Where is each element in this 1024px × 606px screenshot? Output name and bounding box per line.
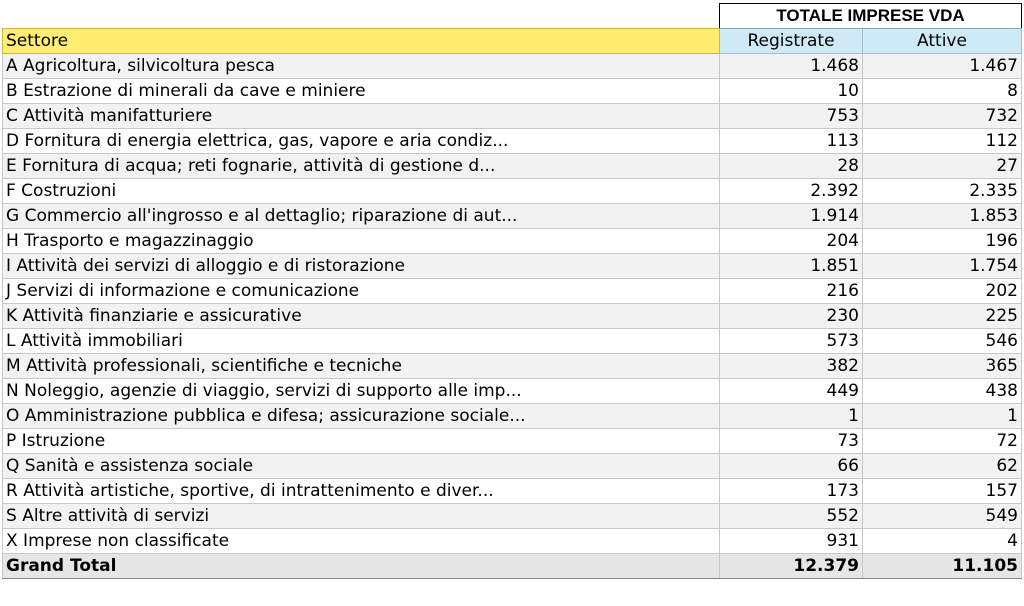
registrate-cell[interactable]: 2.392 bbox=[720, 179, 863, 204]
attive-cell[interactable]: 225 bbox=[863, 304, 1022, 329]
settore-cell[interactable]: E Fornitura di acqua; reti fognarie, attività di gestione d... bbox=[3, 154, 720, 179]
settore-cell[interactable]: C Attività manifatturiere bbox=[3, 104, 720, 129]
table-row bbox=[3, 504, 1022, 529]
grand-total-row bbox=[3, 554, 1022, 579]
settore-cell[interactable]: R Attività artistiche, sportive, di intrattenimento e diver... bbox=[3, 479, 720, 504]
table-row bbox=[3, 154, 1022, 179]
attive-cell[interactable]: 1.754 bbox=[863, 254, 1022, 279]
registrate-cell[interactable]: 382 bbox=[720, 354, 863, 379]
registrate-cell[interactable]: 66 bbox=[720, 454, 863, 479]
registrate-header-cell[interactable]: Registrate bbox=[720, 29, 863, 54]
table-row bbox=[3, 329, 1022, 354]
attive-cell[interactable]: 1.467 bbox=[863, 54, 1022, 79]
registrate-cell[interactable]: 449 bbox=[720, 379, 863, 404]
settore-cell[interactable]: N Noleggio, agenzie di viaggio, servizi di supporto alle imp... bbox=[3, 379, 720, 404]
attive-cell[interactable]: 2.335 bbox=[863, 179, 1022, 204]
attive-cell[interactable]: 546 bbox=[863, 329, 1022, 354]
settore-cell[interactable]: P Istruzione bbox=[3, 429, 720, 454]
registrate-cell[interactable]: 1.468 bbox=[720, 54, 863, 79]
registrate-cell[interactable]: 28 bbox=[720, 154, 863, 179]
grand-total-attive-cell[interactable]: 11.105 bbox=[863, 554, 1022, 579]
settore-cell[interactable]: F Costruzioni bbox=[3, 179, 720, 204]
table-row bbox=[3, 529, 1022, 554]
settore-cell[interactable]: I Attività dei servizi di alloggio e di ristorazione bbox=[3, 254, 720, 279]
grand-total-registrate-cell[interactable]: 12.379 bbox=[720, 554, 863, 579]
attive-cell[interactable]: 732 bbox=[863, 104, 1022, 129]
table-row bbox=[3, 429, 1022, 454]
settore-cell[interactable]: J Servizi di informazione e comunicazione bbox=[3, 279, 720, 304]
settore-cell[interactable]: L Attività immobiliari bbox=[3, 329, 720, 354]
registrate-cell[interactable]: 230 bbox=[720, 304, 863, 329]
registrate-cell[interactable]: 931 bbox=[720, 529, 863, 554]
attive-header-cell[interactable]: Attive bbox=[863, 29, 1022, 54]
table-row bbox=[3, 454, 1022, 479]
settore-cell[interactable]: K Attività finanziarie e assicurative bbox=[3, 304, 720, 329]
group-header-row bbox=[3, 4, 1022, 29]
group-header-cell[interactable]: TOTALE IMPRESE VDA bbox=[720, 4, 1022, 29]
grand-total-label-cell[interactable]: Grand Total bbox=[3, 554, 720, 579]
table-row bbox=[3, 179, 1022, 204]
table-row bbox=[3, 54, 1022, 79]
settore-cell[interactable]: G Commercio all'ingrosso e al dettaglio; riparazione di aut... bbox=[3, 204, 720, 229]
registrate-cell[interactable]: 1 bbox=[720, 404, 863, 429]
table-row bbox=[3, 479, 1022, 504]
attive-cell[interactable]: 196 bbox=[863, 229, 1022, 254]
table-row bbox=[3, 304, 1022, 329]
attive-cell[interactable]: 438 bbox=[863, 379, 1022, 404]
attive-cell[interactable]: 1 bbox=[863, 404, 1022, 429]
registrate-cell[interactable]: 10 bbox=[720, 79, 863, 104]
attive-cell[interactable]: 27 bbox=[863, 154, 1022, 179]
registrate-cell[interactable]: 173 bbox=[720, 479, 863, 504]
settore-cell[interactable]: Q Sanità e assistenza sociale bbox=[3, 454, 720, 479]
registrate-cell[interactable]: 753 bbox=[720, 104, 863, 129]
attive-cell[interactable]: 549 bbox=[863, 504, 1022, 529]
attive-cell[interactable]: 1.853 bbox=[863, 204, 1022, 229]
settore-cell[interactable]: D Fornitura di energia elettrica, gas, vapore e aria condiz... bbox=[3, 129, 720, 154]
table-row bbox=[3, 104, 1022, 129]
registrate-cell[interactable]: 216 bbox=[720, 279, 863, 304]
attive-cell[interactable]: 72 bbox=[863, 429, 1022, 454]
attive-cell[interactable]: 8 bbox=[863, 79, 1022, 104]
settore-cell[interactable]: A Agricoltura, silvicoltura pesca bbox=[3, 54, 720, 79]
settore-header-cell[interactable]: Settore bbox=[3, 29, 720, 54]
blank-corner-cell bbox=[3, 4, 720, 29]
attive-cell[interactable]: 157 bbox=[863, 479, 1022, 504]
registrate-cell[interactable]: 204 bbox=[720, 229, 863, 254]
registrate-cell[interactable]: 1.851 bbox=[720, 254, 863, 279]
registrate-cell[interactable]: 113 bbox=[720, 129, 863, 154]
settore-cell[interactable]: M Attività professionali, scientifiche e tecniche bbox=[3, 354, 720, 379]
registrate-cell[interactable]: 1.914 bbox=[720, 204, 863, 229]
attive-cell[interactable]: 112 bbox=[863, 129, 1022, 154]
settore-cell[interactable]: X Imprese non classificate bbox=[3, 529, 720, 554]
imprese-table bbox=[2, 3, 1022, 579]
registrate-cell[interactable]: 73 bbox=[720, 429, 863, 454]
table-row bbox=[3, 79, 1022, 104]
table-row bbox=[3, 379, 1022, 404]
table-row bbox=[3, 129, 1022, 154]
settore-cell[interactable]: S Altre attività di servizi bbox=[3, 504, 720, 529]
registrate-cell[interactable]: 573 bbox=[720, 329, 863, 354]
table-row bbox=[3, 404, 1022, 429]
attive-cell[interactable]: 4 bbox=[863, 529, 1022, 554]
attive-cell[interactable]: 202 bbox=[863, 279, 1022, 304]
table-row bbox=[3, 354, 1022, 379]
attive-cell[interactable]: 365 bbox=[863, 354, 1022, 379]
settore-cell[interactable]: O Amministrazione pubblica e difesa; assicurazione sociale... bbox=[3, 404, 720, 429]
settore-cell[interactable]: H Trasporto e magazzinaggio bbox=[3, 229, 720, 254]
settore-cell[interactable]: B Estrazione di minerali da cave e miniere bbox=[3, 79, 720, 104]
table-row bbox=[3, 254, 1022, 279]
column-header-row bbox=[3, 29, 1022, 54]
table-row bbox=[3, 204, 1022, 229]
table-row bbox=[3, 229, 1022, 254]
table-row bbox=[3, 279, 1022, 304]
attive-cell[interactable]: 62 bbox=[863, 454, 1022, 479]
registrate-cell[interactable]: 552 bbox=[720, 504, 863, 529]
